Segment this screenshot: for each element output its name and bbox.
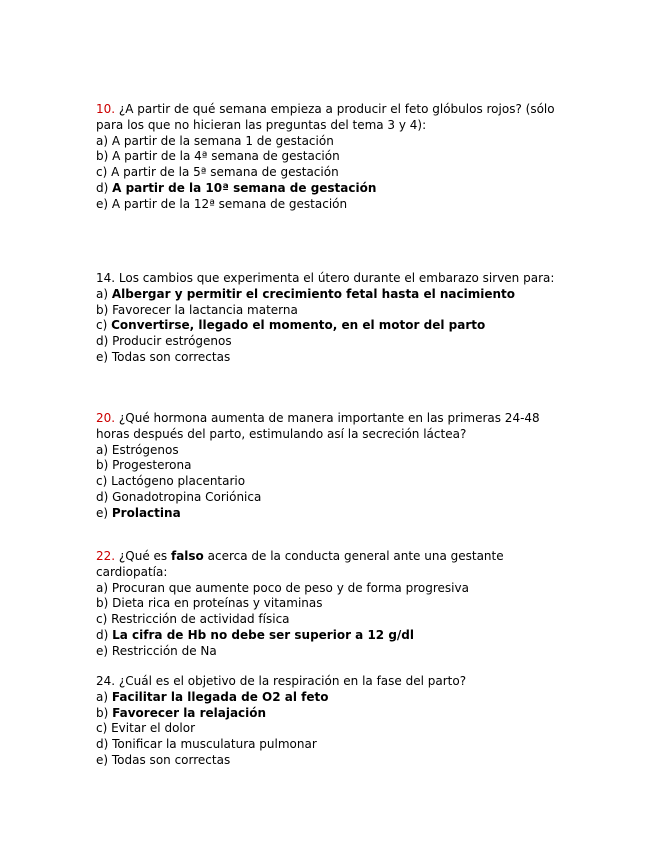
- question-number: 22.: [96, 549, 116, 563]
- option-c: c) Evitar el dolor: [96, 721, 196, 736]
- question-14: [96, 271, 566, 366]
- question-number: 10.: [96, 102, 116, 116]
- question-stem: 20. ¿Qué hormona aumenta de manera importante en las primeras 24-48: [96, 411, 540, 425]
- option-e: e) A partir de la 12ª semana de gestación: [96, 196, 348, 211]
- option-e: e) Prolactina: [96, 505, 181, 520]
- question-stem: 22. ¿Qué es falso acerca de la conducta general ante una gestante: [96, 549, 504, 563]
- option-a: a) A partir de la semana 1 de gestación: [96, 133, 334, 148]
- question-number: 20.: [96, 411, 116, 425]
- question-stem-continued: para los que no hicieran las preguntas del tema 3 y 4):: [96, 117, 427, 132]
- question-stem: 24. ¿Cuál es el objetivo de la respiración en la fase del parto?: [96, 674, 467, 688]
- option-a: a) Estrógenos: [96, 442, 179, 457]
- question-24: [96, 674, 566, 769]
- option-b: b) Favorecer la lactancia materna: [96, 302, 298, 317]
- option-b: b) A partir de la 4ª semana de gestación: [96, 149, 340, 164]
- option-d: d) Gonadotropina Coriónica: [96, 489, 262, 504]
- option-c: c) A partir de la 5ª semana de gestación: [96, 165, 339, 180]
- option-c: c) Lactógeno placentario: [96, 474, 246, 489]
- option-a: a) Facilitar la llegada de O2 al feto: [96, 689, 329, 704]
- option-b: b) Favorecer la relajación: [96, 705, 267, 720]
- option-e: e) Todas son correctas: [96, 349, 231, 364]
- question-stem-continued: horas después del parto, estimulando así la secreción láctea?: [96, 426, 467, 441]
- question-stem: 10. ¿A partir de qué semana empieza a producir el feto glóbulos rojos? (sólo: [96, 102, 555, 116]
- option-e: e) Todas son correctas: [96, 752, 231, 767]
- option-a: a) Procuran que aumente poco de peso y de forma progresiva: [96, 580, 469, 595]
- option-d: d) Producir estrógenos: [96, 334, 232, 349]
- option-c: c) Restricción de actividad física: [96, 612, 290, 627]
- question-20: [96, 411, 566, 522]
- option-d: d) Tonificar la musculatura pulmonar: [96, 737, 317, 752]
- option-a: a) Albergar y permitir el crecimiento fetal hasta el nacimiento: [96, 286, 516, 301]
- option-b: b) Dieta rica en proteínas y vitaminas: [96, 596, 323, 611]
- option-b: b) Progesterona: [96, 458, 192, 473]
- question-stem: 14. Los cambios que experimenta el útero durante el embarazo sirven para:: [96, 271, 555, 285]
- option-d: d) La cifra de Hb no debe ser superior a 12 g/dl: [96, 627, 414, 642]
- option-d: d) A partir de la 10ª semana de gestación: [96, 180, 377, 195]
- question-10: [96, 102, 566, 213]
- question-22: [96, 549, 566, 660]
- question-stem-continued: cardiopatía:: [96, 564, 168, 579]
- option-e: e) Restricción de Na: [96, 643, 217, 658]
- option-c: c) Convertirse, llegado el momento, en el motor del parto: [96, 318, 486, 333]
